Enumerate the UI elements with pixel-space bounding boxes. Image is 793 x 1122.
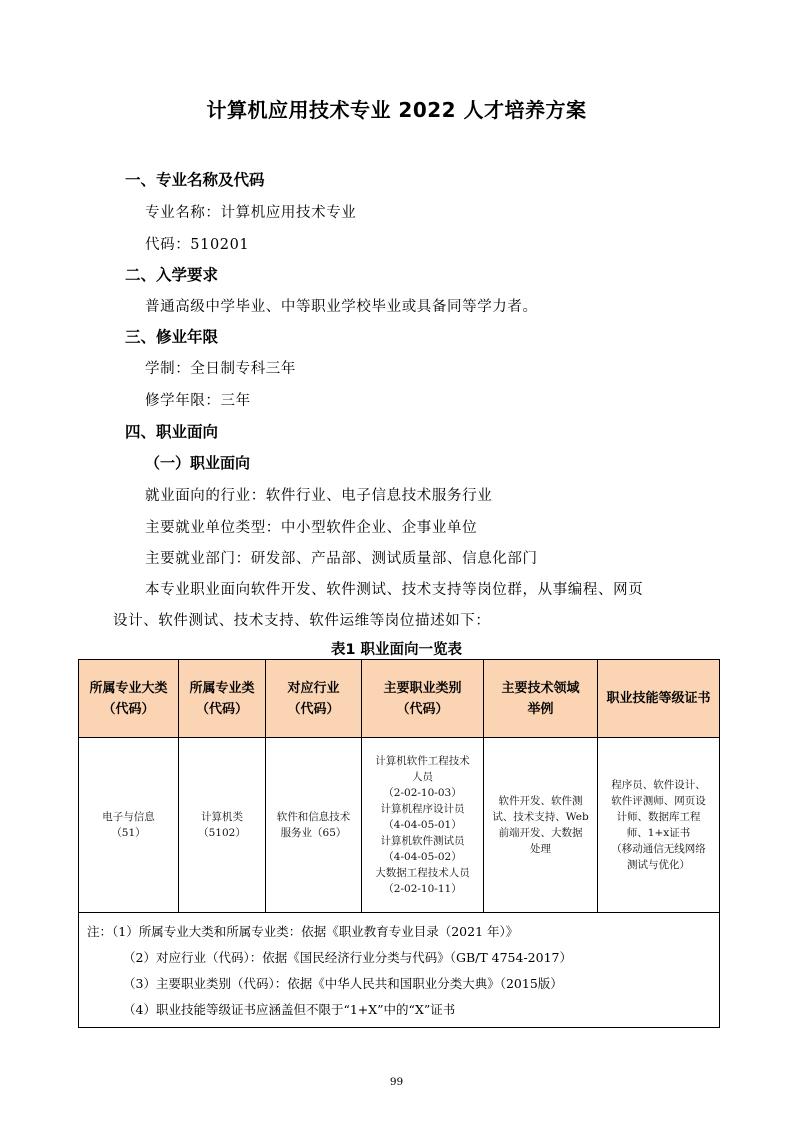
career-table — [78, 659, 720, 1028]
cell-major-category: 电子与信息 （51） — [79, 738, 179, 913]
note-4: （4）职业技能等级证书应涵盖但不限于“1+X”中的“X”证书 — [123, 1002, 456, 1017]
section-heading-admission: 二、入学要求 — [125, 266, 219, 284]
note-1: 注：（1）所属专业大类和所属专业类：依据《职业教育专业目录（2021 年）》 — [87, 924, 519, 939]
document-title: 计算机应用技术专业 2022 人才培养方案 — [206, 98, 587, 122]
section-heading-name-code: 一、专业名称及代码 — [125, 171, 265, 189]
header-tech-field: 主要技术领域 举例 — [484, 660, 598, 738]
study-years-line: 修学年限：三年 — [145, 393, 251, 409]
cell-tech-fields: 软件开发、软件测 试、技术支持、Web 前端开发、大数据 处理 — [484, 738, 598, 913]
department-line: 主要就业部门：研发部、产品部、测试质量部、信息化部门 — [145, 551, 538, 567]
cell-occupations: 计算机软件工程技术 人员 （2-02-10-03） 计算机程序设计员 （4-04-05-01） 计算机软件测试员 （4-04-05-02） 大数据工程技术人员 （2-02-10-11） — [362, 738, 484, 913]
table-row — [79, 738, 720, 913]
major-name-line: 专业名称：计算机应用技术专业 — [145, 205, 357, 221]
industry-line: 就业面向的行业：软件行业、电子信息技术服务行业 — [145, 488, 493, 504]
career-paragraph-line-2: 设计、软件测试、技术支持、软件运维等岗位描述如下： — [113, 613, 491, 629]
major-code-line: 代码：510201 — [145, 237, 250, 253]
header-certificate: 职业技能等级证书 — [598, 660, 720, 738]
table-notes — [79, 913, 720, 1028]
table-notes-row — [79, 913, 720, 1028]
note-2: （2）对应行业（代码）：依据《国民经济行业分类与代码》（GB/T 4754-2017） — [123, 950, 572, 965]
employer-type-line: 主要就业单位类型：中小型软件企业、企事业单位 — [145, 520, 478, 536]
page-number: 99 — [389, 1076, 404, 1088]
cell-major-class: 计算机类 （5102） — [179, 738, 266, 913]
cell-industry: 软件和信息技术 服务业（65） — [266, 738, 362, 913]
header-major-class: 所属专业类 （代码） — [179, 660, 266, 738]
admission-requirement-line: 普通高级中学毕业、中等职业学校毕业或具备同等学力者。 — [145, 299, 538, 315]
section-heading-career: 四、职业面向 — [125, 423, 219, 441]
subsection-heading-career: （一）职业面向 — [145, 454, 251, 472]
header-industry: 对应行业 （代码） — [266, 660, 362, 738]
note-3: （3）主要职业类别（代码）：依据《中华人民共和国职业分类大典》（2015版） — [123, 976, 563, 991]
study-system-line: 学制：全日制专科三年 — [145, 361, 296, 377]
table-header-row — [79, 660, 720, 738]
header-occupation: 主要职业类别 （代码） — [362, 660, 484, 738]
career-paragraph-line-1: 本专业职业面向软件开发、软件测试、技术支持等岗位群，从事编程、网页 — [145, 582, 644, 598]
header-major-category: 所属专业大类 （代码） — [79, 660, 179, 738]
cell-certificates: 程序员、软件设计、 软件评测师、网页设 计师、数据库工程 师、1+x证书 （移动通信无线网络 测试与优化） — [598, 738, 720, 913]
table-caption: 表1 职业面向一览表 — [330, 642, 463, 658]
section-heading-duration: 三、修业年限 — [125, 328, 219, 346]
